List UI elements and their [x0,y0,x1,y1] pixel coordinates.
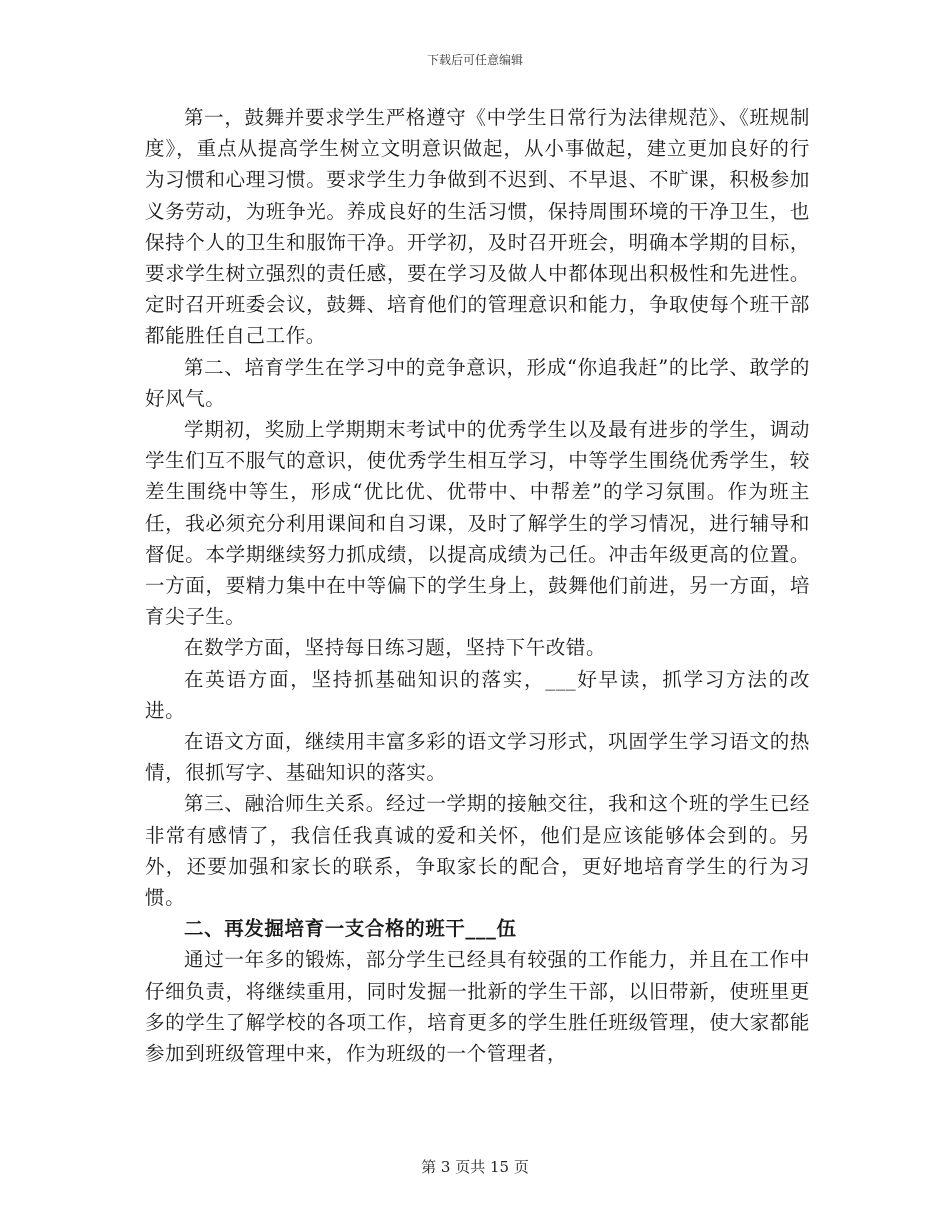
paragraph: 在数学方面，坚持每日练习题，坚持下午改错。 [184,636,607,660]
paragraph: 第二、培育学生在学习中的竞争意识，形成“你追我赶”的比学、敢学的好风气。 [145,355,810,410]
document-body [145,102,810,1069]
paragraph: 通过一年多的锻炼，部分学生已经具有较强的工作能力，并且在工作中仔细负责，将继续重用，同时发掘一批新的学生干部，以旧带新，使班里更多的学生了解学校的各项工作，培育更多的学生胜任班级管理，使大家都能参加到班级管理中来，作为班级的一个管理者， [145,948,810,1066]
paragraph: 在英语方面，坚持抓基础知识的落实，___好早读，抓学习方法的改进。 [145,667,810,722]
paragraph: 在语文方面，继续用丰富多彩的语文学习形式，巩固学生学习语文的热情，很抓写字、基础知识的落实。 [145,730,810,785]
page-header: 下载后可任意编辑 [426,53,523,67]
paragraph: 学期初，奖励上学期期末考试中的优秀学生以及最有进步的学生，调动学生们互不服气的意识，使优秀学生相互学习，中等学生围绕优秀学生，较差生围绕中等生，形成“优比优、优带中、中帮差”的学习氛围。作为班主任，我必须充分利用课间和自习课，及时了解学生的学习情况，进行辅导和督促。本学期继续努力抓成绩，以提高成绩为己任。冲击年级更高的位置。一方面，要精力集中在中等偏下的学生身上，鼓舞他们前进，另一方面，培育尖子生。 [145,418,810,629]
paragraph: 第一，鼓舞并要求学生严格遵守《中学生日常行为法律规范》、《班规制度》，重点从提高学生树立文明意识做起，从小事做起，建立更加良好的行为习惯和心理习惯。要求学生力争做到不迟到、不早退、不旷课，积极参加义务劳动，为班争光。养成良好的生活习惯，保持周围环境的干净卫生，也保持个人的卫生和服饰干净。开学初，及时召开班会，明确本学期的目标，要求学生树立强烈的责任感，要在学习及做人中都体现出积极性和先进性。定时召开班委会议，鼓舞、培育他们的管理意识和能力，争取使每个班干部都能胜任自己工作。 [145,106,810,348]
section-heading: 二、再发掘培育一支合格的班干___伍 [184,917,517,941]
page-footer: 第 3 页共 15 页 [421,1158,529,1176]
paragraph: 第三、融洽师生关系。经过一学期的接触交往，我和这个班的学生已经非常有感情了，我信任我真诚的爱和关怀，他们是应该能够体会到的。另外，还要加强和家长的联系，争取家长的配合，更好地培育学生的行为习惯。 [145,792,810,910]
